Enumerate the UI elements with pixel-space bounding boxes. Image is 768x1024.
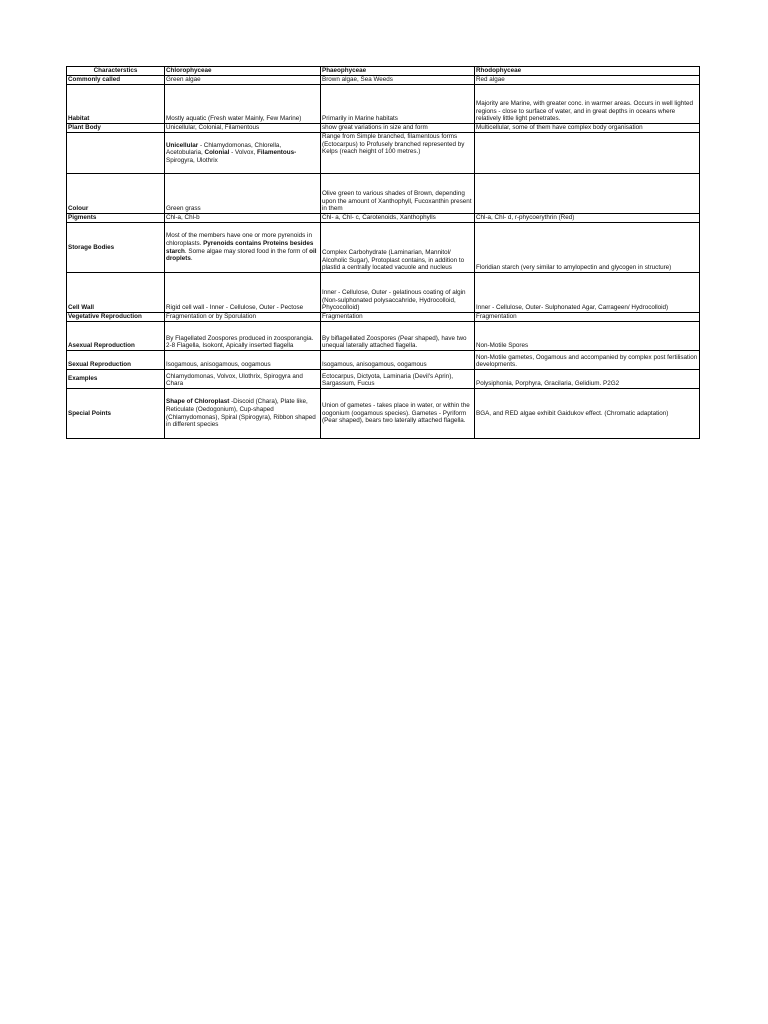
cell-rhodophyceae: Non-Motile gametes, Oogamous and accompanied by complex post fertilisation developments. — [475, 351, 700, 370]
cell-phaeophyceae: Isogamous, anisogamous, oogamous — [321, 351, 475, 370]
header-phaeophyceae: Phaeophyceae — [321, 67, 475, 76]
cell-phaeophyceae: Union of gametes - takes place in water, or within the oogonium (oogamous species). Gametes - Pyriform (Pear shaped), bears two laterally attached flagella. — [321, 389, 475, 439]
cell-rhodophyceae: Majority are Marine, with greater conc. in warmer areas. Occurs in well lighted regions - close to surface of water, and in great depths in oceans where relatively little light penetrates. — [475, 85, 700, 124]
bold-text: oil droplets — [166, 247, 317, 263]
header-row — [67, 67, 700, 76]
cell-phaeophyceae: By biflagellated Zoospores (Pear shaped), have two unequal laterally attached flagella. — [321, 322, 475, 351]
cell-chlorophyceae: Chlamydomonas, Volvox, Ulothrix, Spirogyra and Chara — [165, 370, 321, 389]
cell-text: . Some algae may stored food in the form of — [184, 247, 310, 255]
cell-rhodophyceae: Fragmentation — [475, 313, 700, 322]
cell-chlorophyceae — [165, 389, 321, 439]
bold-text: Unicellular — [166, 141, 199, 149]
row-label: Examples — [67, 370, 165, 389]
cell-phaeophyceae: Complex Carbohydrate (Laminarian, Mannitol/ Alcoholic Sugar), Protoplast contains, in addition to plastid a centrally located vacuole and nucleus — [321, 223, 475, 273]
row-special-points — [67, 389, 700, 439]
cell-phaeophyceae: Range from Simple branched, filamentous forms (Ectocarpus) to Profusely branched represented by Kelps (reach height of 100 metres.) — [321, 133, 475, 174]
cell-rhodophyceae: Floridian starch (very similar to amylopectin and glycogen in structure) — [475, 223, 700, 273]
cell-chlorophyceae: Green grass — [165, 174, 321, 214]
row-vegetative-reproduction — [67, 313, 700, 322]
cell-chlorophyceae: Rigid cell wall - Inner - Cellulose, Outer - Pectose — [165, 273, 321, 313]
cell-rhodophyceae: Inner - Cellulose, Outer- Sulphonated Agar, Carrageen/ Hydrocolloid) — [475, 273, 700, 313]
bold-text: Filamentous- — [257, 149, 297, 157]
cell-text: Most of the members have one or more pyrenoids in chloroplasts. — [166, 232, 312, 247]
cell-chlorophyceae: Unicellular, Colonial, Filamentous — [165, 124, 321, 133]
row-label: Plant Body — [67, 124, 165, 133]
row-plant-body-forms — [67, 133, 700, 174]
cell-chlorophyceae: Fragmentation or by Sporulation — [165, 313, 321, 322]
row-label: Pigments — [67, 214, 165, 223]
cell-text: Spirogyra, Ulothrix — [166, 156, 218, 164]
row-cell-wall — [67, 273, 700, 313]
row-examples — [67, 370, 700, 389]
header-rhodophyceae: Rhodophyceae — [475, 67, 700, 76]
header-chlorophyceae: Chlorophyceae — [165, 67, 321, 76]
bold-text: Pyrenoids contains Proteins besides starch — [166, 239, 314, 255]
cell-phaeophyceae: Brown algae, Sea Weeds — [321, 76, 475, 85]
cell-chlorophyceae: Mostly aquatic (Fresh water Mainly, Few Marine) — [165, 85, 321, 124]
cell-chlorophyceae: Green algae — [165, 76, 321, 85]
cell-phaeophyceae: show great variations in size and form — [321, 124, 475, 133]
cell-chlorophyceae: Isogamous, anisogamous, oogamous — [165, 351, 321, 370]
cell-phaeophyceae: Chl- a, Chl- c, Carotenoids, Xanthophylls — [321, 214, 475, 223]
row-label: Colour — [67, 174, 165, 214]
cell-chlorophyceae: By Flagellated Zoospores produced in zoosporangia. 2-8 Flagella, Isokont, Apically inserted flagella — [165, 322, 321, 351]
row-label: Vegetative Reproduction — [67, 313, 165, 322]
header-characteristics: Characterstics — [67, 67, 165, 76]
cell-phaeophyceae: Fragmentation — [321, 313, 475, 322]
algae-comparison-table — [66, 66, 700, 439]
cell-phaeophyceae: Primarily in Marine habitats — [321, 85, 475, 124]
cell-chlorophyceae — [165, 223, 321, 273]
row-commonly-called — [67, 76, 700, 85]
row-label: Habitat — [67, 85, 165, 124]
spreadsheet-page — [66, 66, 699, 439]
cell-rhodophyceae: BGA, and RED algae exhibit Gaidukov effect. (Chromatic adaptation) — [475, 389, 700, 439]
bold-text: Colonial — [204, 149, 230, 157]
row-habitat — [67, 85, 700, 124]
row-label: Asexual Reproduction — [67, 322, 165, 351]
row-label: Commonly called — [67, 76, 165, 85]
row-sexual-reproduction — [67, 351, 700, 370]
row-asexual-reproduction — [67, 322, 700, 351]
cell-rhodophyceae: Non-Motile Spores — [475, 322, 700, 351]
row-label — [67, 133, 165, 174]
row-label: Storage Bodies — [67, 223, 165, 273]
row-pigments — [67, 214, 700, 223]
cell-chlorophyceae: Chl-a, Chl-b — [165, 214, 321, 223]
cell-text: . — [190, 255, 193, 263]
cell-text: -Discoid (Chara), Plate like, Reticulate (Oedogonium), Cup-shaped (Chlamydomonas), Spiral (Spirogyra), Ribbon shaped in different species — [166, 398, 316, 429]
cell-rhodophyceae: Polysiphonia, Porphyra, Gracilaria, Gelidium. P2G2 — [475, 370, 700, 389]
row-storage-bodies — [67, 223, 700, 273]
cell-text: - Chlamydomonas, Chlorella, Acetobularia, — [166, 141, 282, 157]
cell-rhodophyceae: Chl-a, Chl- d, r-phycoerythrin (Red) — [475, 214, 700, 223]
cell-rhodophyceae — [475, 174, 700, 214]
row-colour — [67, 174, 700, 214]
row-label: Cell Wall — [67, 273, 165, 313]
cell-rhodophyceae: Red algae — [475, 76, 700, 85]
bold-text: Shape of Chloroplast — [166, 398, 230, 406]
cell-phaeophyceae: Inner - Cellulose, Outer - gelatinous coating of algin (Non-sulphonated polysaccahride, Hydrocolloid, Phycocolloid) — [321, 273, 475, 313]
cell-text: - Volvox, — [229, 149, 258, 157]
row-label: Special Points — [67, 389, 165, 439]
cell-rhodophyceae: Multicellular, some of them have complex body organisation — [475, 124, 700, 133]
cell-phaeophyceae: Olive green to various shades of Brown, depending upon the amount of Xanthophyll, Fucoxanthin present in them — [321, 174, 475, 214]
cell-rhodophyceae — [475, 133, 700, 174]
cell-phaeophyceae: Ectocarpus, Dictyota, Laminaria (Devil's Aprin), Sargassum, Fucus — [321, 370, 475, 389]
row-plant-body — [67, 124, 700, 133]
cell-chlorophyceae — [165, 133, 321, 174]
row-label: Sexual Reproduction — [67, 351, 165, 370]
